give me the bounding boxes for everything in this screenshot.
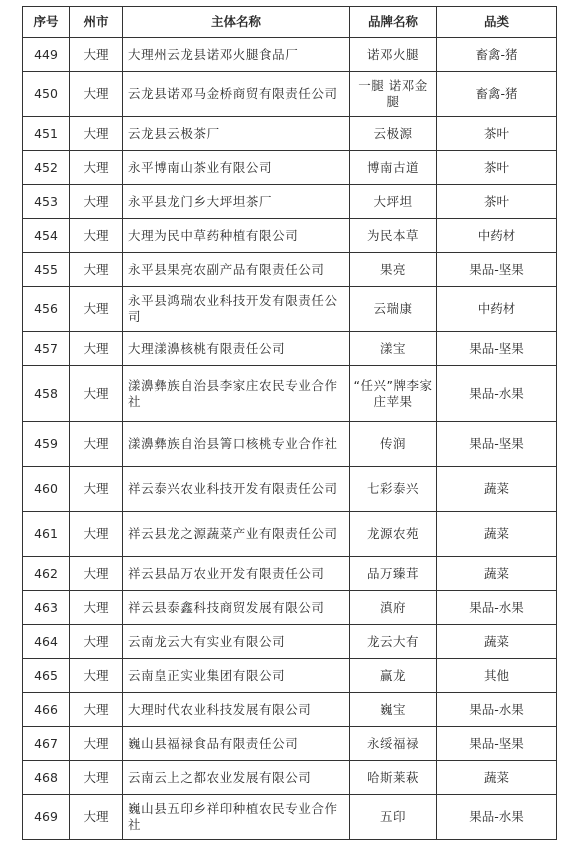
cell-category: 畜禽-猪 xyxy=(437,38,557,72)
header-brand-name: 品牌名称 xyxy=(350,7,437,38)
cell-brand-name: 巍宝 xyxy=(350,693,437,727)
table-row xyxy=(23,795,557,840)
cell-brand-name: 诺邓火腿 xyxy=(350,38,437,72)
cell-serial-number: 459 xyxy=(23,422,70,467)
cell-entity-name: 祥云县品万农业开发有限责任公司 xyxy=(123,557,350,591)
cell-category: 蔬菜 xyxy=(437,557,557,591)
cell-serial-number: 465 xyxy=(23,659,70,693)
cell-brand-name: 漾宝 xyxy=(350,332,437,366)
cell-city: 大理 xyxy=(70,761,123,795)
cell-entity-name: 漾濞彝族自治县李家庄农民专业合作社 xyxy=(123,366,350,422)
table-row xyxy=(23,693,557,727)
enterprise-brand-table xyxy=(22,6,557,840)
table-row xyxy=(23,625,557,659)
cell-city: 大理 xyxy=(70,557,123,591)
table-row xyxy=(23,72,557,117)
table-row xyxy=(23,467,557,512)
cell-brand-name: 滇府 xyxy=(350,591,437,625)
cell-city: 大理 xyxy=(70,253,123,287)
cell-serial-number: 452 xyxy=(23,151,70,185)
cell-serial-number: 463 xyxy=(23,591,70,625)
cell-brand-name: 永绥福禄 xyxy=(350,727,437,761)
cell-serial-number: 458 xyxy=(23,366,70,422)
table-row xyxy=(23,151,557,185)
cell-entity-name: 巍山县五印乡祥印种植农民专业合作社 xyxy=(123,795,350,840)
table-row xyxy=(23,185,557,219)
cell-city: 大理 xyxy=(70,287,123,332)
cell-entity-name: 大理为民中草药种植有限公司 xyxy=(123,219,350,253)
cell-entity-name: 永平县龙门乡大坪坦茶厂 xyxy=(123,185,350,219)
cell-category: 畜禽-猪 xyxy=(437,72,557,117)
cell-brand-name: 七彩泰兴 xyxy=(350,467,437,512)
cell-serial-number: 455 xyxy=(23,253,70,287)
cell-entity-name: 祥云县龙之源蔬菜产业有限责任公司 xyxy=(123,512,350,557)
cell-entity-name: 云南皇正实业集团有限公司 xyxy=(123,659,350,693)
cell-entity-name: 永平县鸿瑞农业科技开发有限责任公司 xyxy=(123,287,350,332)
cell-city: 大理 xyxy=(70,625,123,659)
cell-entity-name: 巍山县福禄食品有限责任公司 xyxy=(123,727,350,761)
cell-serial-number: 467 xyxy=(23,727,70,761)
cell-serial-number: 456 xyxy=(23,287,70,332)
cell-city: 大理 xyxy=(70,332,123,366)
cell-serial-number: 462 xyxy=(23,557,70,591)
cell-category: 蔬菜 xyxy=(437,512,557,557)
cell-city: 大理 xyxy=(70,591,123,625)
cell-brand-name: 品万臻茸 xyxy=(350,557,437,591)
cell-category: 茶叶 xyxy=(437,117,557,151)
cell-brand-name: 博南古道 xyxy=(350,151,437,185)
cell-entity-name: 云南龙云大有实业有限公司 xyxy=(123,625,350,659)
cell-entity-name: 永平博南山茶业有限公司 xyxy=(123,151,350,185)
cell-brand-name: 一腿 诺邓金腿 xyxy=(350,72,437,117)
cell-entity-name: 大理漾濞核桃有限责任公司 xyxy=(123,332,350,366)
cell-entity-name: 云南云上之都农业发展有限公司 xyxy=(123,761,350,795)
table-row xyxy=(23,557,557,591)
cell-serial-number: 454 xyxy=(23,219,70,253)
cell-category: 蔬菜 xyxy=(437,625,557,659)
cell-city: 大理 xyxy=(70,422,123,467)
cell-category: 中药材 xyxy=(437,219,557,253)
cell-brand-name: 赢龙 xyxy=(350,659,437,693)
table-row xyxy=(23,253,557,287)
table-row xyxy=(23,287,557,332)
cell-serial-number: 461 xyxy=(23,512,70,557)
table-row xyxy=(23,366,557,422)
cell-brand-name: 传润 xyxy=(350,422,437,467)
cell-serial-number: 469 xyxy=(23,795,70,840)
cell-category: 其他 xyxy=(437,659,557,693)
cell-city: 大理 xyxy=(70,185,123,219)
cell-category: 果品-坚果 xyxy=(437,332,557,366)
cell-category: 果品-坚果 xyxy=(437,727,557,761)
cell-category: 蔬菜 xyxy=(437,761,557,795)
table-row xyxy=(23,727,557,761)
cell-category: 果品-水果 xyxy=(437,366,557,422)
cell-brand-name: 果亮 xyxy=(350,253,437,287)
cell-serial-number: 450 xyxy=(23,72,70,117)
cell-entity-name: 永平县果亮农副产品有限责任公司 xyxy=(123,253,350,287)
cell-brand-name: “任兴”牌李家庄苹果 xyxy=(350,366,437,422)
cell-serial-number: 466 xyxy=(23,693,70,727)
cell-city: 大理 xyxy=(70,795,123,840)
cell-city: 大理 xyxy=(70,366,123,422)
table-row xyxy=(23,512,557,557)
cell-brand-name: 为民本草 xyxy=(350,219,437,253)
cell-category: 果品-坚果 xyxy=(437,422,557,467)
cell-city: 大理 xyxy=(70,72,123,117)
cell-serial-number: 460 xyxy=(23,467,70,512)
table-row xyxy=(23,332,557,366)
cell-entity-name: 云龙县云极茶厂 xyxy=(123,117,350,151)
cell-entity-name: 大理时代农业科技发展有限公司 xyxy=(123,693,350,727)
cell-category: 果品-水果 xyxy=(437,591,557,625)
cell-brand-name: 云极源 xyxy=(350,117,437,151)
cell-category: 蔬菜 xyxy=(437,467,557,512)
cell-category: 茶叶 xyxy=(437,151,557,185)
cell-serial-number: 451 xyxy=(23,117,70,151)
cell-category: 果品-水果 xyxy=(437,795,557,840)
table-header-row xyxy=(23,7,557,38)
cell-city: 大理 xyxy=(70,467,123,512)
table-body xyxy=(23,38,557,840)
cell-serial-number: 457 xyxy=(23,332,70,366)
cell-entity-name: 大理州云龙县诺邓火腿食品厂 xyxy=(123,38,350,72)
cell-entity-name: 祥云县泰鑫科技商贸发展有限公司 xyxy=(123,591,350,625)
cell-city: 大理 xyxy=(70,38,123,72)
cell-city: 大理 xyxy=(70,693,123,727)
header-serial-number: 序号 xyxy=(23,7,70,38)
cell-serial-number: 453 xyxy=(23,185,70,219)
header-entity-name: 主体名称 xyxy=(123,7,350,38)
cell-city: 大理 xyxy=(70,659,123,693)
table-row xyxy=(23,219,557,253)
cell-category: 果品-水果 xyxy=(437,693,557,727)
cell-entity-name: 漾濞彝族自治县箐口核桃专业合作社 xyxy=(123,422,350,467)
cell-brand-name: 大坪坦 xyxy=(350,185,437,219)
cell-entity-name: 祥云泰兴农业科技开发有限责任公司 xyxy=(123,467,350,512)
cell-category: 中药材 xyxy=(437,287,557,332)
table-row xyxy=(23,422,557,467)
table-row xyxy=(23,659,557,693)
cell-serial-number: 464 xyxy=(23,625,70,659)
header-category: 品类 xyxy=(437,7,557,38)
header-city: 州市 xyxy=(70,7,123,38)
cell-brand-name: 龙源农苑 xyxy=(350,512,437,557)
cell-brand-name: 五印 xyxy=(350,795,437,840)
cell-brand-name: 云瑞康 xyxy=(350,287,437,332)
cell-category: 茶叶 xyxy=(437,185,557,219)
table-row xyxy=(23,117,557,151)
cell-city: 大理 xyxy=(70,117,123,151)
cell-serial-number: 468 xyxy=(23,761,70,795)
cell-brand-name: 龙云大有 xyxy=(350,625,437,659)
cell-city: 大理 xyxy=(70,512,123,557)
cell-entity-name: 云龙县诺邓马金桥商贸有限责任公司 xyxy=(123,72,350,117)
cell-city: 大理 xyxy=(70,219,123,253)
cell-category: 果品-坚果 xyxy=(437,253,557,287)
cell-brand-name: 哈斯莱萩 xyxy=(350,761,437,795)
table-row xyxy=(23,591,557,625)
table-row xyxy=(23,761,557,795)
table-row xyxy=(23,38,557,72)
cell-serial-number: 449 xyxy=(23,38,70,72)
cell-city: 大理 xyxy=(70,151,123,185)
cell-city: 大理 xyxy=(70,727,123,761)
